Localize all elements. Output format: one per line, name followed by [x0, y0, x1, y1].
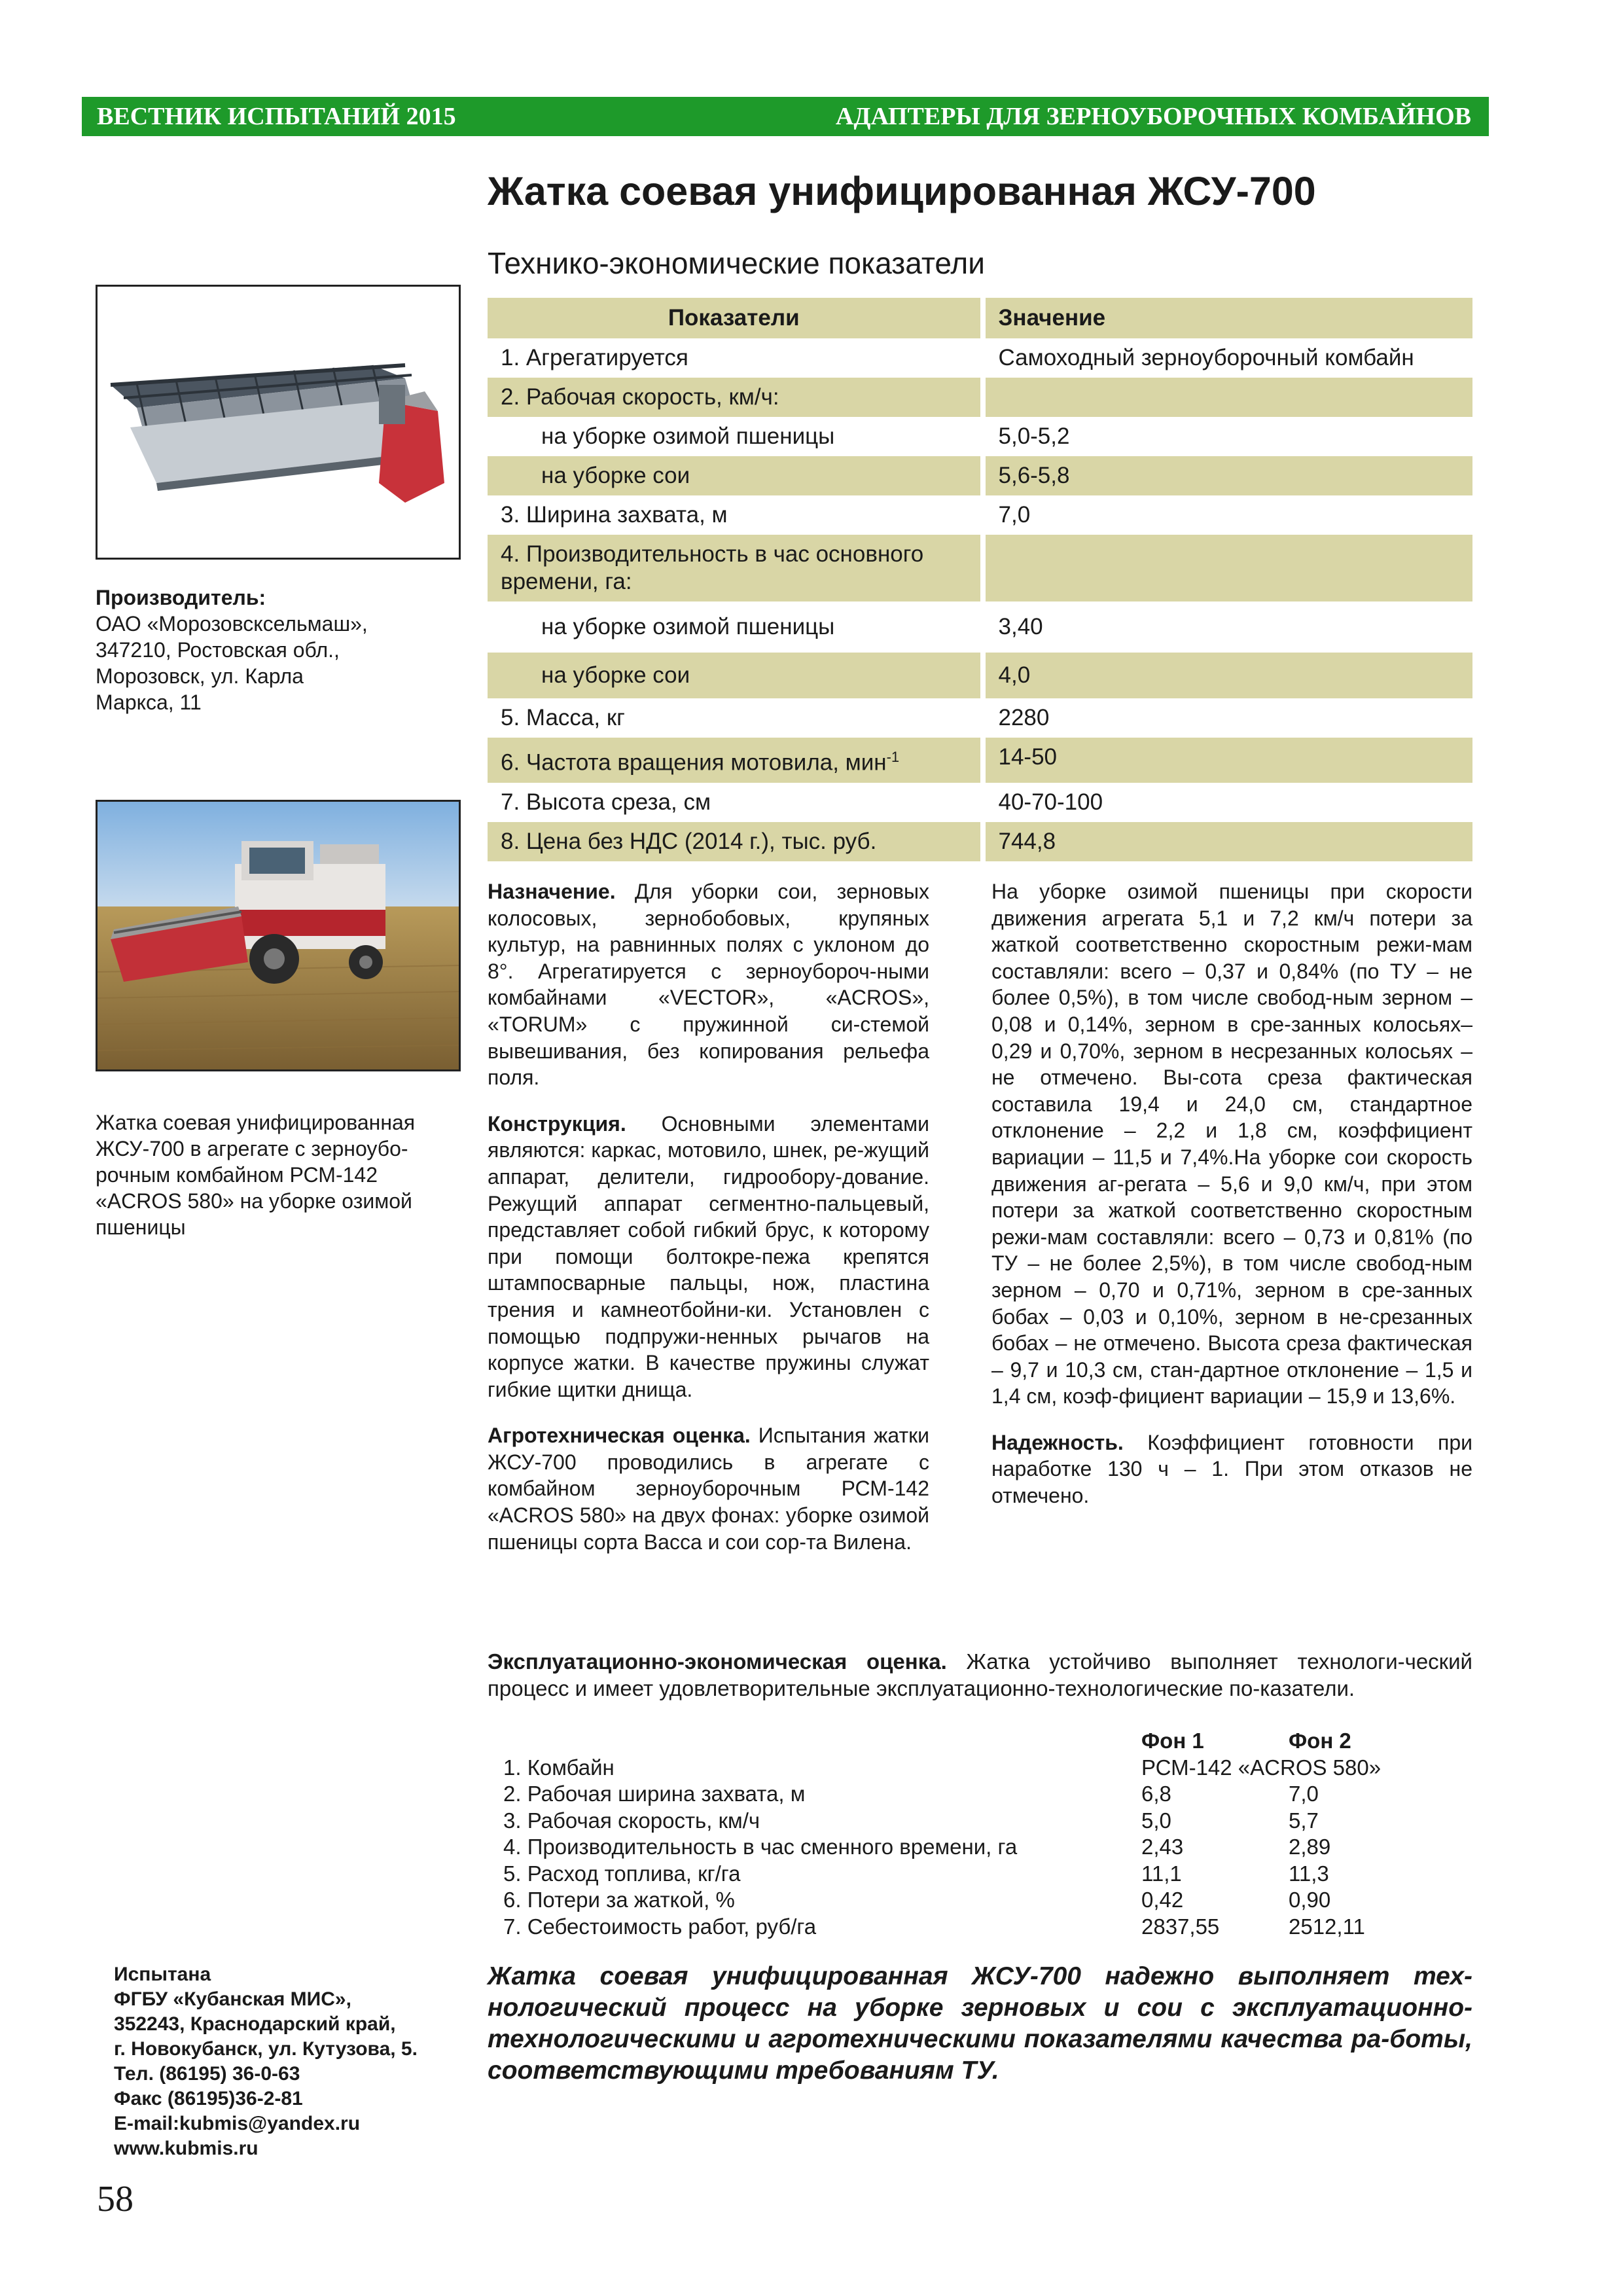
tested-by-block — [114, 1962, 480, 2161]
reliability-paragraph — [991, 1429, 1472, 1509]
column-header-background-1: Фон 1 — [1141, 1729, 1204, 1753]
row-value: 14-50 — [980, 738, 1473, 783]
purpose-text: Для уборки сои, зерновых колосовых, зернобобовых, крупяных культур, на равнинных полях с уклоном до 8°. Агрегатируется с зерноубороч-ными комбайнами «VECTOR», «ACROS», «TORUM» с пружинной си-стемой вывешивания, без копирования рельефа поля. — [488, 880, 930, 1090]
manufacturer-label: Производитель: — [96, 586, 266, 609]
website-link[interactable]: www.kubmis.ru — [114, 2138, 259, 2159]
caption-line: Жатка соевая унифицированная — [96, 1111, 416, 1134]
design-heading: Конструкция. — [488, 1111, 626, 1136]
page-number: 58 — [97, 2179, 134, 2219]
email-link[interactable]: E-mail:kubmis@yandex.ru — [114, 2113, 361, 2134]
row-label: 5. Расход топлива, кг/га — [503, 1861, 741, 1886]
value-background-2: 2512,11 — [1289, 1914, 1365, 1939]
value-background-2: 0,90 — [1289, 1888, 1331, 1912]
caption-line: ЖСУ-700 в агрегате с зерноубо- — [96, 1137, 408, 1160]
tested-line: г. Новокубанск, ул. Кутузова, 5. — [114, 2038, 418, 2060]
row-label: 8. Цена без НДС (2014 г.), тыс. руб. — [488, 822, 980, 861]
row-value: 744,8 — [980, 822, 1473, 861]
row-label: 7. Высота среза, см — [501, 789, 711, 815]
agro-heading: Агротехническая оценка. — [488, 1424, 751, 1448]
caption-line: пшеницы — [96, 1215, 186, 1239]
value-background-2: 2,89 — [1289, 1835, 1331, 1859]
row-label: на уборке озимой пшеницы — [541, 614, 835, 639]
table-row — [488, 698, 1472, 738]
row-value: 7,0 — [980, 495, 1473, 535]
table-row — [488, 1834, 1381, 1861]
table-header-row — [488, 298, 1472, 338]
value-background-1: 2837,55 — [1141, 1914, 1220, 1939]
table-header-row — [488, 1728, 1381, 1755]
value-background-1: 5,0 — [1141, 1808, 1171, 1833]
photo-caption — [96, 1109, 462, 1240]
tested-line: Тел. (86195) 36-0-63 — [114, 2063, 300, 2085]
design-paragraph — [488, 1111, 929, 1403]
column-header-value: Значение — [980, 298, 1473, 338]
row-label: 5. Масса, кг — [501, 705, 625, 730]
table-row — [488, 653, 1472, 698]
manufacturer-block — [96, 584, 462, 715]
row-label: 2. Рабочая ширина захвата, м — [503, 1782, 806, 1806]
row-label: 1. Комбайн — [503, 1755, 615, 1780]
operational-paragraph — [488, 1648, 1472, 1702]
section-title: АДАПТЕРЫ ДЛЯ ЗЕРНОУБОРОЧНЫХ КОМБАЙНОВ — [835, 103, 1471, 130]
table-row — [488, 1861, 1381, 1888]
conclusion-text: Жатка соевая унифицированная ЖСУ-700 надежно выполняет тех-нологический процесс на уборке зерновых и сои с эксплуатационно-технологическими и агротехническими показателями качества ра-боты, соответствующими требованиям ТУ. — [488, 1962, 1472, 2085]
combine-field-photo — [96, 800, 461, 1071]
text-column-right — [991, 878, 1472, 1529]
row-value: 4,0 — [980, 653, 1473, 698]
design-text: Основными элементами являются: каркас, мотовило, шнек, ре-жущий аппарат, делители, гидрообору-дование. Режущий аппарат сегментно-пальцевый, представляет собой гибкий брус, к которому при помощи болтокре-пежа крепятся штампосварные пальцы, нож, пластина трения и камнеотбойни-ки. Установлен с помощью подпружи-ненных рычагов на корпусе жатки. В качестве пружины служат гибкие щитки днища. — [488, 1111, 929, 1401]
table-row — [488, 338, 1472, 378]
table-row — [488, 1808, 1381, 1835]
page-subtitle: Технико-экономические показатели — [488, 246, 985, 280]
row-label: 6. Частота вращения мотовила, мин — [501, 749, 887, 776]
row-label: 4. Производительность в час основного времени, га: — [488, 535, 980, 601]
spec-table — [488, 298, 1472, 861]
value-background-1: 2,43 — [1141, 1835, 1184, 1859]
row-value — [980, 378, 1473, 417]
agro-text: Испытания жатки ЖСУ-700 проводились в агрегате с комбайном зерноуборочным РСМ-142 «ACROS 580» на двух фонах: уборке озимой пшеницы сорта Васса и сои сор-та Вилена. — [488, 1424, 929, 1554]
column-header-background-2: Фон 2 — [1289, 1729, 1351, 1753]
table-row — [488, 738, 1472, 783]
unit-exponent: -1 — [886, 749, 900, 765]
reliability-text: Коэффициент готовности при наработке 130 ч – 1. При этом отказов не отмечено. — [991, 1430, 1472, 1508]
manufacturer-line: Морозовск, ул. Карла — [96, 664, 304, 688]
reliability-heading: Надежность. — [991, 1430, 1124, 1454]
table-row — [488, 417, 1472, 456]
table-row — [488, 378, 1472, 417]
table-row — [488, 601, 1472, 653]
table-row — [488, 783, 1472, 822]
row-label: на уборке сои — [488, 456, 980, 495]
row-label-rpm — [488, 738, 980, 783]
table-row — [488, 1887, 1381, 1914]
value-background-2: 11,3 — [1289, 1861, 1329, 1886]
operational-text: Жатка устойчиво выполняет технологи-ческий процесс и имеет удовлетворительные эксплуатационно-технологические по-казатели. — [488, 1649, 1472, 1700]
tested-line: ФГБУ «Кубанская МИС», — [114, 1988, 351, 2010]
row-label: 3. Ширина захвата, м — [501, 502, 728, 528]
row-value: 40-70-100 — [980, 783, 1473, 822]
header-machine-photo — [96, 285, 461, 560]
text-column-left — [488, 878, 929, 1575]
row-value: 5,6-5,8 — [980, 456, 1473, 495]
row-value: РСМ-142 «ACROS 580» — [1141, 1755, 1382, 1780]
operational-table — [488, 1728, 1381, 1940]
table-row — [488, 535, 1472, 601]
journal-title: ВЕСТНИК ИСПЫТАНИЙ 2015 — [97, 103, 456, 130]
value-background-2: 5,7 — [1289, 1808, 1319, 1833]
manufacturer-line: 347210, Ростовская обл., — [96, 638, 340, 662]
row-label: 7. Себестоимость работ, руб/га — [503, 1914, 817, 1939]
table-row — [488, 1755, 1381, 1782]
manufacturer-line: ОАО «Морозовсксельмаш», — [96, 612, 368, 636]
tested-line: Испытана — [114, 1964, 211, 1985]
row-label: 3. Рабочая скорость, км/ч — [503, 1808, 760, 1833]
row-label: 4. Производительность в час сменного времени, га — [503, 1835, 1018, 1859]
row-label: 1. Агрегатируется — [501, 345, 688, 370]
purpose-paragraph — [488, 878, 929, 1091]
purpose-heading: Назначение. — [488, 880, 616, 903]
table-row — [488, 1781, 1381, 1808]
row-label: 6. Потери за жаткой, % — [503, 1888, 735, 1912]
table-row — [488, 495, 1472, 535]
row-value: Самоходный зерноуборочный комбайн — [980, 338, 1473, 378]
table-row — [488, 1914, 1381, 1941]
value-background-1: 11,1 — [1141, 1861, 1182, 1886]
value-background-1: 6,8 — [1141, 1782, 1171, 1806]
row-value: 5,0-5,2 — [980, 417, 1473, 456]
row-value: 2280 — [980, 698, 1473, 738]
value-background-1: 0,42 — [1141, 1888, 1184, 1912]
row-label: 2. Рабочая скорость, км/ч: — [488, 378, 980, 417]
row-label: на уборке озимой пшеницы — [541, 423, 835, 449]
operational-heading: Эксплуатационно-экономическая оценка. — [488, 1649, 947, 1674]
agro-results-paragraph: На уборке озимой пшеницы при скорости движения агрегата 5,1 и 7,2 км/ч потери за жаткой соответственно скоростным режи-мам составляли: всего – 0,37 и 0,84% (по ТУ – не более 0,5%), в том числе свобод-ным зерном – 0,08 и 0,14%, зерном в сре-занных колосьях– 0,29 и 0,70%, зерном в несрезанных колосьях – не отмечено. Вы-сота среза фактическая составила 19,4 и 24,0 см, стандартное отклонение – 2,2 и 1,8 см, коэффициент вариации – 11,5 и 7,4%.На уборке сои скорость движения аг-регата – 5,6 и 9,0 км/ч, при этом потери за жаткой соответственно скоростным режи-мам составляли: всего – 0,73 и 0,81% (по ТУ – не более 2,5%), в том числе свобод-ным зерном – 0,70 и 0,71%, зерном в сре-занных бобах – 0,03 и 0,10%, зерном в не-срезанных бобах – не отмечено. Высота среза фактическая – 9,7 и 10,3 см, стан-дартное отклонение – 1,5 и 1,4 см, коэф-фициент вариации – 15,9 и 13,6%. — [991, 880, 1472, 1408]
agro-paragraph — [488, 1422, 929, 1555]
row-value: 3,40 — [980, 601, 1473, 653]
manufacturer-line: Маркса, 11 — [96, 691, 202, 714]
row-value — [980, 535, 1473, 601]
value-background-2: 7,0 — [1289, 1782, 1319, 1806]
table-row — [488, 456, 1472, 495]
table-row — [488, 822, 1472, 861]
tested-line: 352243, Краснодарский край, — [114, 2013, 396, 2035]
page-title: Жатка соевая унифицированная ЖСУ-700 — [488, 169, 1316, 213]
caption-line: «ACROS 580» на уборке озимой — [96, 1189, 412, 1213]
column-header-parameter: Показатели — [488, 298, 980, 338]
row-label: на уборке сои — [488, 653, 980, 698]
caption-line: рочным комбайном РСМ-142 — [96, 1163, 378, 1187]
tested-line: Факс (86195)36-2-81 — [114, 2088, 303, 2109]
